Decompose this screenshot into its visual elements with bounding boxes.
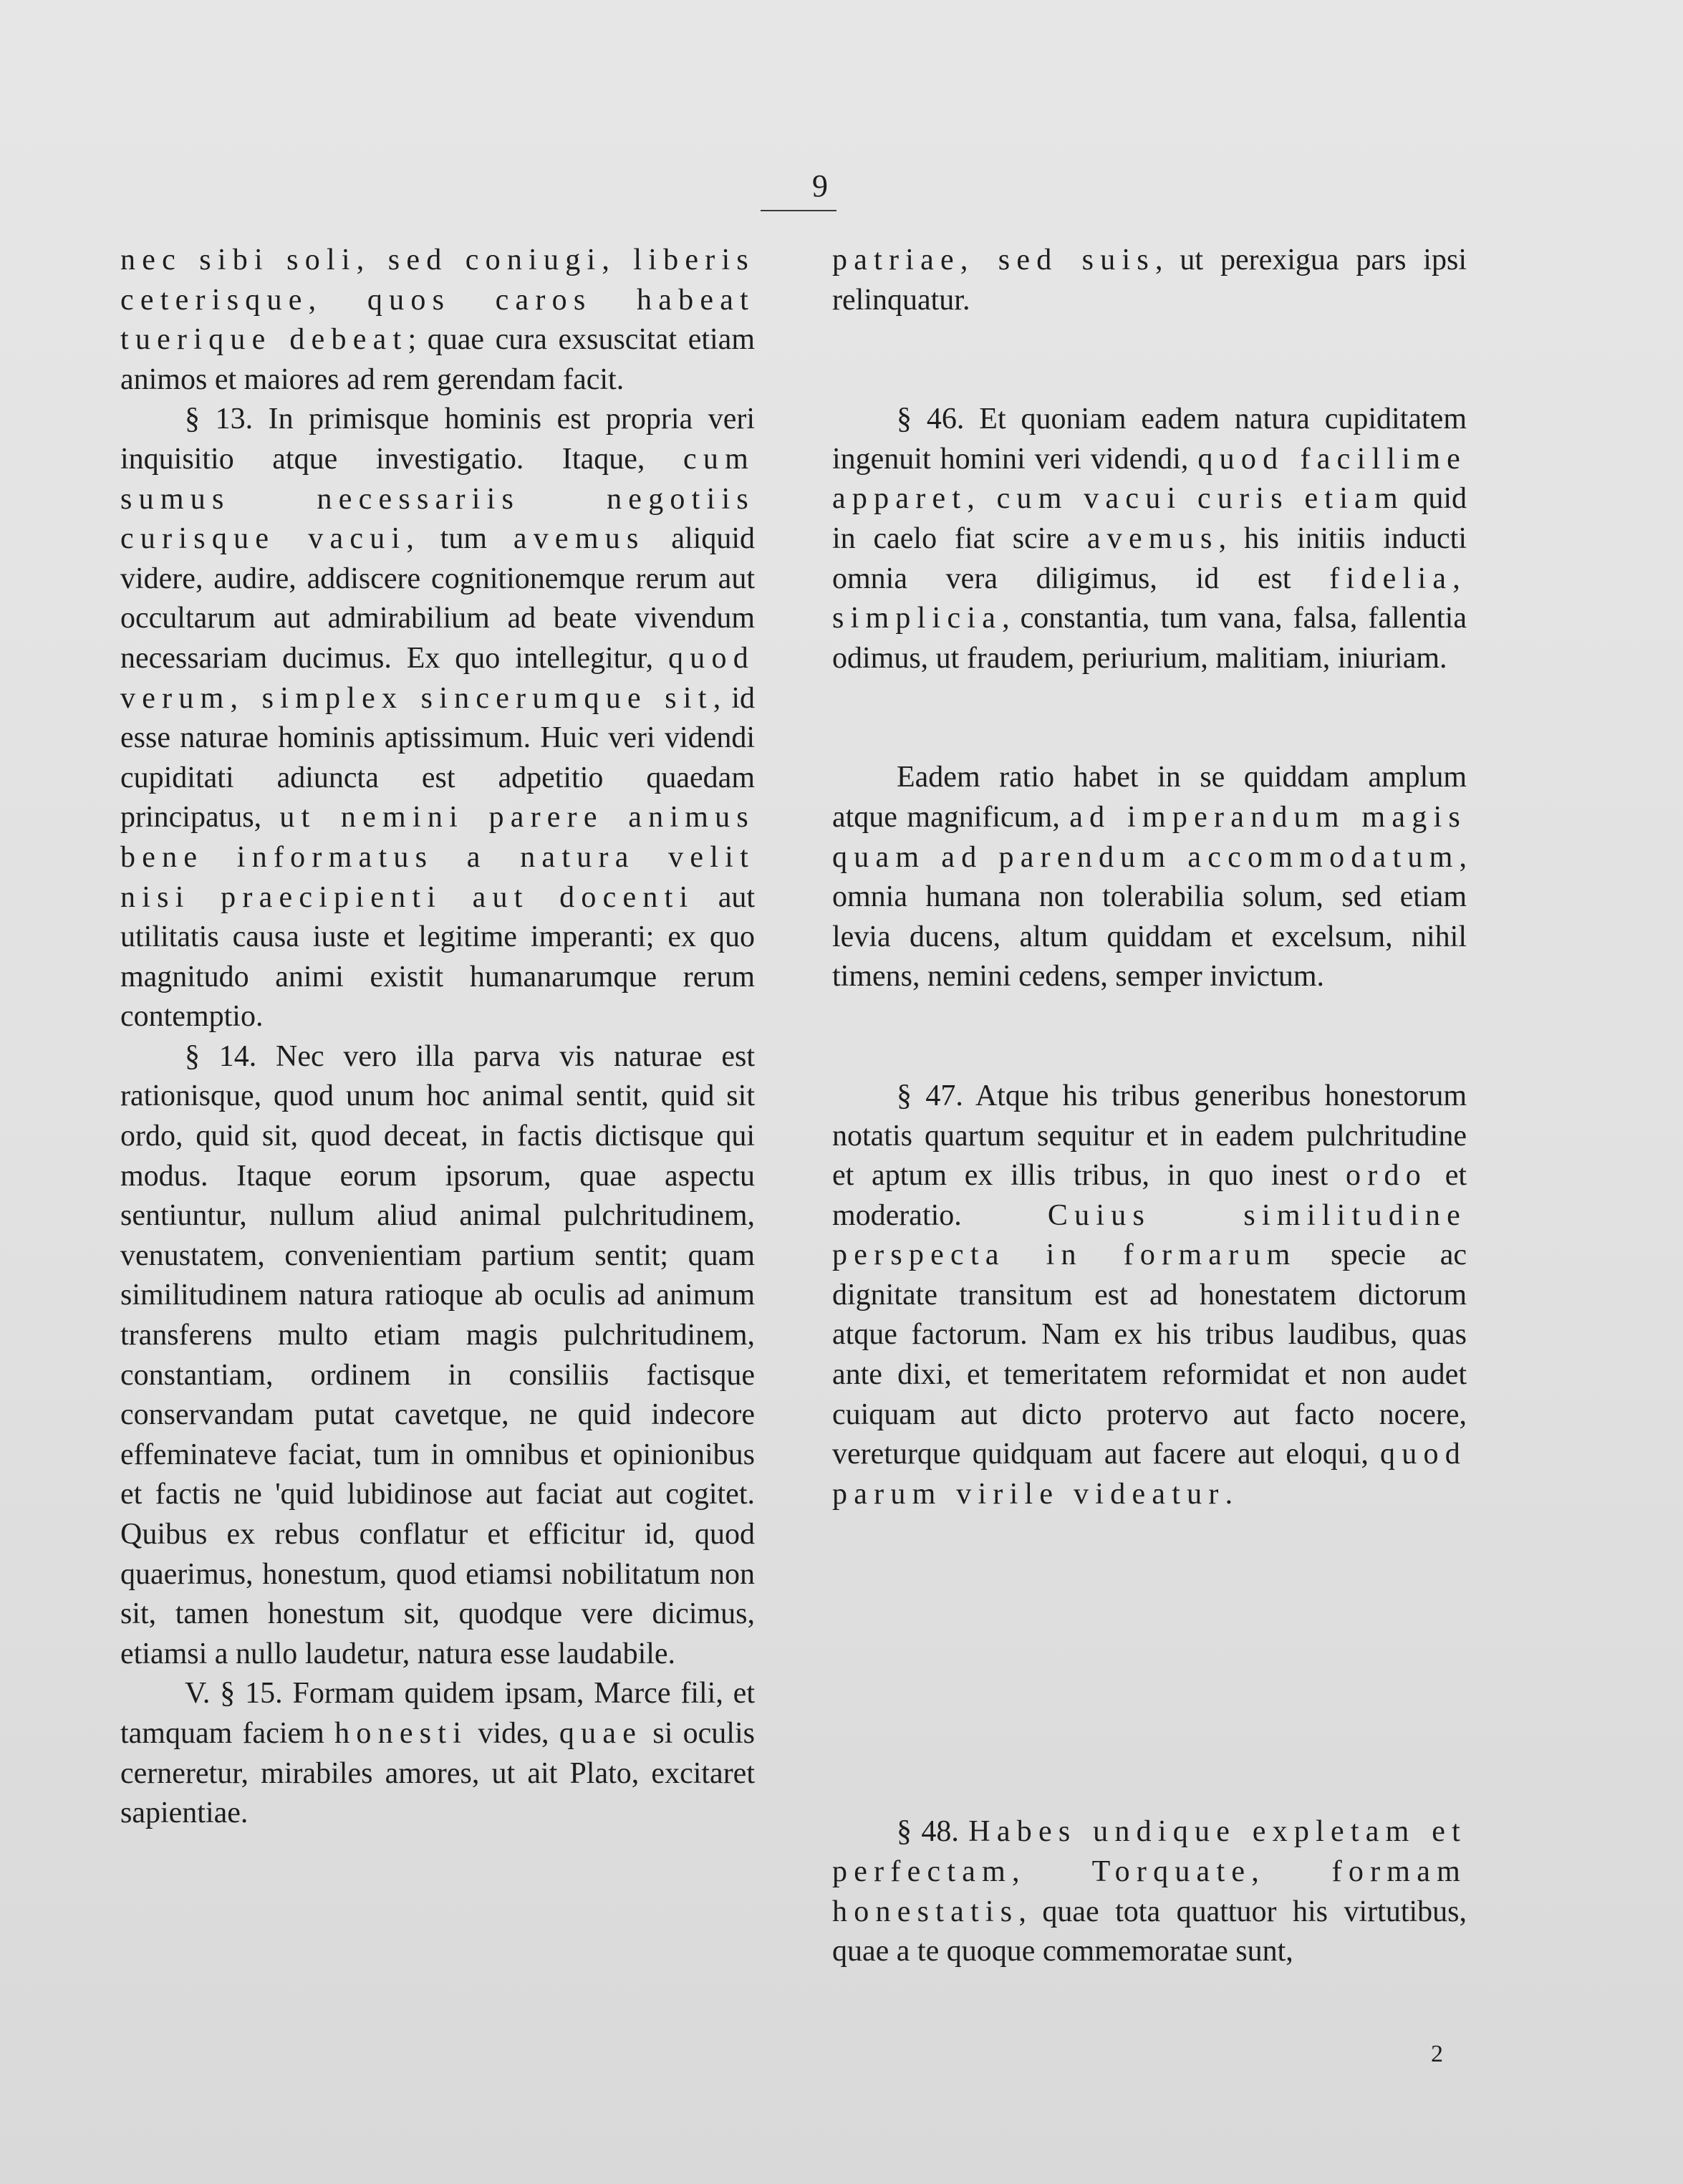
body-text: § 48. — [897, 1815, 969, 1849]
emphasis-spaced-text: cum sumus necessariis negotiis curisque vacui — [120, 442, 755, 556]
body-text: , tum — [406, 522, 513, 556]
body-text: , omnia humana non tolerabilia solum, sed etiam levia ducens, altum quiddam et excelsum, nihil timens, nemini cedens, semper invictum. — [832, 840, 1467, 994]
emphasis-spaced-text: quae — [559, 1716, 643, 1750]
emphasis-spaced-text: ad imperandum magis quam ad parendum accommodatum — [832, 800, 1467, 874]
paragraph-continuation — [120, 241, 755, 400]
body-text: vides, — [468, 1716, 559, 1750]
emphasis-spaced-text: ut nemini parere animus bene informatus a natura velit nisi praecipienti aut docenti — [120, 801, 755, 914]
body-text: § 13. In primisque hominis est propria veri inquisitio atque investigatio. Itaque, — [120, 403, 755, 476]
emphasis-spaced-text: Habes undique expletam et perfectam, Torquate, formam honestatis — [832, 1815, 1467, 1928]
body-text: § 47. Atque his tribus generibus honestorum notatis quartum sequitur et in eadem pulchritudine et aptum ex illis tribus, in quo inest — [832, 1079, 1467, 1193]
emphasis-spaced-text: fidelia, simplicia — [832, 562, 1467, 635]
body-text: aut utilitatis causa iuste et legitime imperanti; ex quo magnitudo animi existit humanarumque rerum contemptio. — [120, 880, 755, 1034]
emphasis-spaced-text: ordo — [1346, 1159, 1427, 1193]
emphasis-spaced-text: avemus — [1086, 521, 1219, 555]
right-column — [832, 241, 1467, 1972]
paragraph-eadem-ratio — [832, 758, 1467, 997]
emphasis-spaced-text: patriae, sed suis — [832, 244, 1155, 276]
body-text: , id esse naturae hominis aptissimum. Huic veri videndi cupiditati adiuncta est adpetitio quaedam principatus, — [120, 681, 755, 834]
body-text: si oculis cerneretur, mirabiles amores, ut ait Plato, excitaret sapientiae. — [120, 1716, 755, 1830]
paragraph-section-15 — [120, 1674, 755, 1833]
paragraph-section-46 — [832, 400, 1467, 678]
paragraph-section-14 — [120, 1037, 755, 1675]
emphasis-spaced-text: avemus — [513, 522, 645, 556]
paragraph-section-13 — [120, 400, 755, 1037]
paragraph-continuation-right — [832, 241, 1467, 320]
body-text: § 46. Et quoniam eadem natura cupiditatem ingenuit homini veri videndi, — [832, 403, 1467, 476]
body-text: quid in caelo fiat scire — [832, 482, 1467, 555]
body-text: specie ac dignitate transitum est ad honestatem dictorum atque factorum. Nam ex his tribus laudibus, quas ante dixi, et temeritatem reformidat et non audet cuiquam aut dicto protervo aut facto nocere, vereturque quidquam aut facere aut eloqui, — [832, 1238, 1467, 1471]
emphasis-spaced-text: quod verum, simplex sincerumque sit — [120, 641, 755, 715]
paragraph-section-48 — [832, 1812, 1467, 1971]
body-text: ; quae cura exsuscitat etiam animos et maiores ad rem gerendam facit. — [120, 323, 755, 396]
body-text: et moderatio. — [832, 1159, 1467, 1232]
page-number-rule — [761, 210, 836, 211]
body-text: V. § 15. Formam quidem ipsam, Marce fili, et tamquam faciem — [120, 1677, 755, 1750]
emphasis-spaced-text: Cuius similitudine perspecta in formarum — [832, 1198, 1467, 1272]
emphasis-spaced-text: debeat — [289, 323, 408, 357]
body-text: aliquid videre, audire, addiscere cognitionemque rerum aut occultarum aut admirabilium ad beate vivendum necessariam ducimus. Ex quo intellegitur, — [120, 522, 755, 675]
emphasis-spaced-text: quod facillime apparet, cum vacui curis etiam — [832, 442, 1467, 516]
body-text: , his initiis inducti omnia vera diligimus, id est — [832, 521, 1467, 595]
body-text: § 14. Nec vero illa parva vis naturae est rationisque, quod unum hoc animal sentit, quid sit ordo, quid sit, quod deceat, in factis dictisque qui modus. Itaque eorum ipsorum, quae aspectu sentiuntur, nullum aliud animal pulchritudinem, venustatem, convenientiam partium sentit; quam similitudinem natura ratioque ab oculis ad animum transferens multo etiam magis pulchritudinem, constantiam, ordinem in consiliis factisque conservandam putat cavetque, ne quid indecore effeminateve faciat, tum in omnibus et opinionibus et factis ne 'quid lubidinose aut faciat aut cogitet. Quibus ex rebus conflatur et efficitur id, quod quaerimus, honestum, quod etiamsi nobilitatum non sit, tamen honestum sit, quodque vere dicimus, etiamsi a nullo laudetur, natura esse laudabile. — [120, 1039, 755, 1670]
emphasis-spaced-text: honesti — [334, 1716, 468, 1750]
emphasis-spaced-text: que — [208, 323, 290, 357]
body-text: . — [1225, 1477, 1233, 1511]
emphasis-spaced-text: quod parum virile videatur — [832, 1438, 1467, 1511]
emphasis-spaced-text: nec sibi soli, sed coniugi, liberis ceterisque, quos caros habeat tueri — [120, 244, 755, 357]
body-text: , quae tota quattuor his virtutibus, quae a te quoque commemoratae sunt, — [832, 1895, 1467, 1968]
page-number: 9 — [812, 168, 828, 203]
body-text: Eadem ratio habet in se quiddam amplum atque magnificum, — [832, 761, 1467, 834]
body-text: , constantia, tum vana, falsa, fallentia odimus, ut fraudem, periurium, malitiam, iniuriam. — [832, 602, 1467, 675]
body-text: , ut perexigua pars ipsi relinquatur. — [832, 244, 1467, 317]
paragraph-section-47 — [832, 1077, 1467, 1515]
signature-mark: 2 — [1431, 2041, 1443, 2067]
left-column — [120, 241, 755, 1834]
